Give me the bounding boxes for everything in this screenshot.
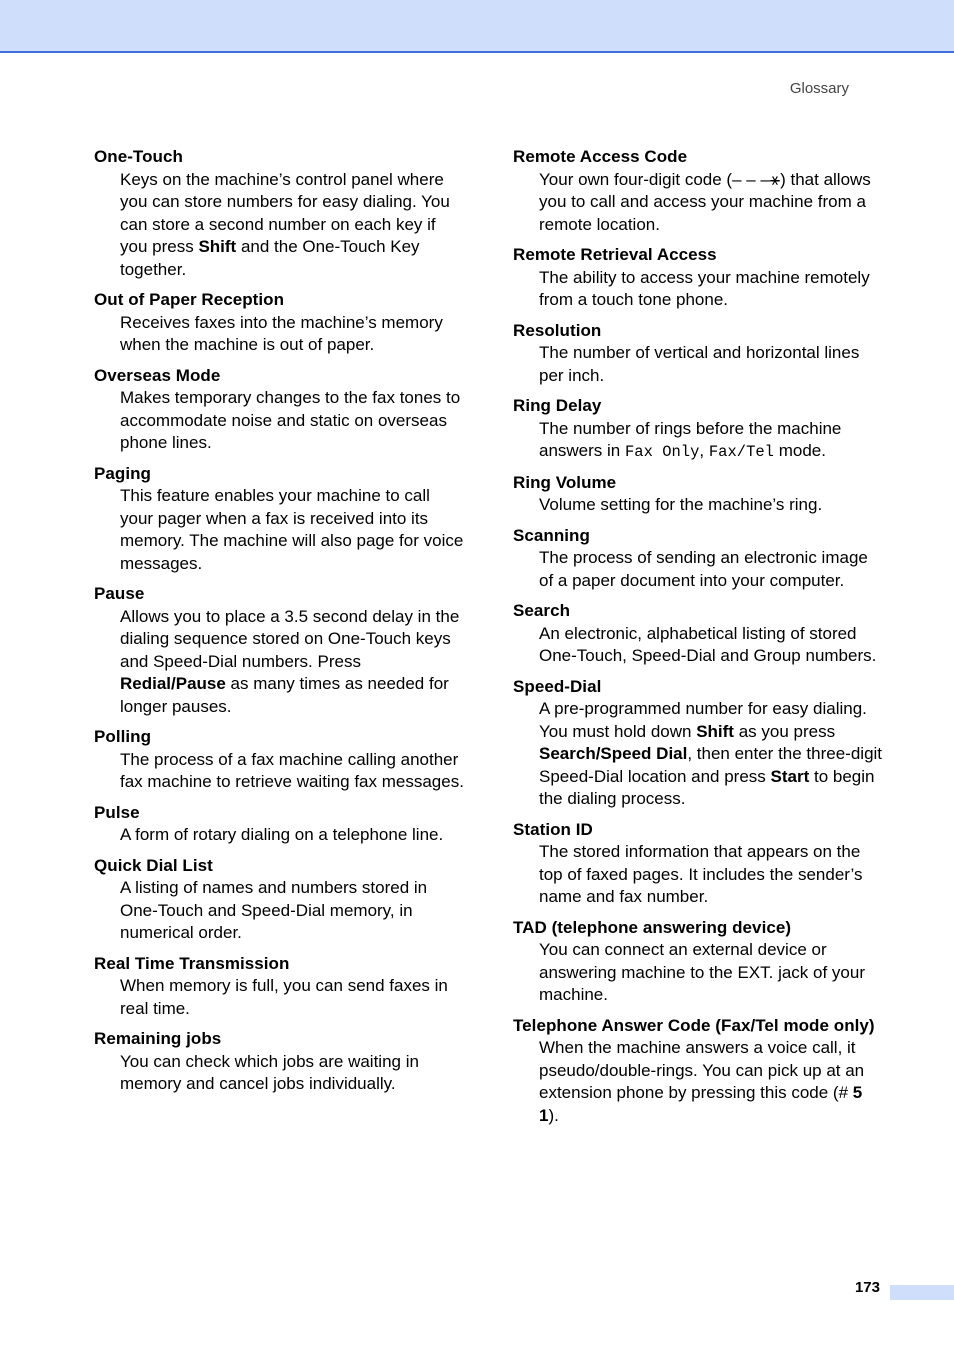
definition-text: , [699, 441, 709, 460]
glossary-definition [120, 749, 466, 794]
glossary-term: Telephone Answer Code (Fax/Tel mode only) [513, 1015, 875, 1035]
glossary-term: Quick Dial List [94, 855, 213, 875]
glossary-definition [120, 975, 466, 1020]
glossary-definition [120, 485, 466, 575]
glossary-definition [539, 1037, 883, 1127]
definition-text: as you press [733, 721, 836, 741]
definition-text: mode. [773, 441, 826, 460]
definition-text: An electronic, alphabetical listing of stored One-Touch, Speed-Dial and Group numbers. [539, 623, 877, 665]
definition-text: The number of vertical and horizontal lines per inch. [539, 343, 860, 385]
glossary-entry [94, 289, 466, 357]
glossary-term: Overseas Mode [94, 365, 221, 385]
glossary-term: Speed-Dial [513, 676, 602, 696]
glossary-entry [94, 726, 466, 794]
glossary-entry [94, 1028, 466, 1096]
glossary-entry [94, 463, 466, 576]
definition-text: The stored information that appears on the top of faxed pages. It includes the sender’s name and fax number. [539, 842, 863, 906]
definition-bold-text: 5 1 [539, 1083, 863, 1125]
glossary-column-left [94, 146, 466, 1104]
definition-text: A pre-programmed number for easy dialing. You must hold down [539, 699, 867, 741]
glossary-term: Polling [94, 727, 152, 746]
glossary-entry [513, 244, 883, 312]
header-band [0, 0, 954, 53]
definition-text: The number of rings before the machine answers in [539, 418, 842, 460]
glossary-entry [94, 953, 466, 1021]
definition-text: You can check which jobs are waiting in memory and cancel jobs individually. [120, 1051, 419, 1093]
definition-text: Receives faxes into the machine’s memory when the machine is out of paper. [120, 312, 443, 354]
page-tab-marker [890, 1285, 954, 1300]
glossary-definition [120, 824, 466, 847]
definition-text: Keys on the machine’s control panel where you can store numbers for easy dialing. You can store a second number on each key if you press [120, 169, 450, 256]
definition-text: The ability to access your machine remotely from a touch tone phone. [539, 267, 870, 309]
glossary-term: Ring Volume [513, 472, 617, 492]
glossary-definition [539, 547, 883, 592]
page-number: 173 [854, 1279, 880, 1296]
glossary-entry [94, 365, 466, 455]
definition-bold-text: Start [770, 766, 810, 786]
definition-text: The process of sending an electronic image of a paper document into your computer. [539, 548, 868, 590]
definition-text: Your own four-digit code (– – –⚹) that allows you to call and access your machine from a remote location. [539, 169, 871, 234]
glossary-term: Search [513, 601, 571, 620]
definition-bold-text: Redial/Pause [120, 674, 226, 693]
definition-text: When memory is full, you can send faxes in real time. [120, 976, 448, 1018]
glossary-entry [513, 819, 883, 909]
glossary-definition [120, 877, 466, 945]
glossary-definition [120, 1051, 466, 1096]
glossary-entry [513, 395, 883, 464]
definition-text: This feature enables your machine to call your pager when a fax is received into its memory. The machine will also page for voice messages. [120, 486, 464, 573]
definition-mono-text: Fax Only [624, 443, 700, 461]
definition-text: When the machine answers a voice call, it pseudo/double-rings. You can pick up at an extension phone by pressing this code (# [539, 1038, 865, 1102]
definition-mono-text: Fax/Tel [708, 443, 774, 461]
glossary-entry [513, 320, 883, 388]
glossary-definition [539, 169, 883, 237]
glossary-definition [120, 387, 466, 455]
glossary-term: Ring Delay [513, 396, 602, 415]
glossary-term: Out of Paper Reception [94, 290, 285, 309]
glossary-term: Pulse [94, 802, 140, 822]
glossary-column-right [513, 146, 883, 1135]
glossary-term: Paging [94, 463, 151, 483]
glossary-definition [539, 418, 883, 464]
glossary-term: TAD (telephone answering device) [513, 917, 792, 937]
glossary-definition [120, 169, 466, 282]
glossary-entry [94, 855, 466, 945]
glossary-definition [539, 698, 883, 811]
glossary-entry [513, 600, 883, 668]
glossary-term: Remote Access Code [513, 147, 688, 166]
glossary-definition [539, 494, 883, 517]
glossary-term: Real Time Transmission [94, 953, 290, 973]
definition-text: ). [548, 1105, 559, 1125]
glossary-definition [120, 606, 466, 719]
glossary-definition [120, 312, 466, 357]
definition-bold-text: Shift [198, 237, 237, 256]
glossary-term: Station ID [513, 819, 593, 839]
definition-text: A form of rotary dialing on a telephone line. [120, 825, 444, 844]
definition-text: The process of a fax machine calling another fax machine to retrieve waiting fax messages. [120, 749, 464, 791]
glossary-term: Remote Retrieval Access [513, 245, 717, 264]
glossary-entry [513, 472, 883, 517]
glossary-entry [94, 583, 466, 718]
definition-bold-text: Shift [696, 721, 734, 741]
glossary-term: One-Touch [94, 147, 183, 166]
glossary-definition [539, 841, 883, 909]
glossary-term: Scanning [513, 525, 590, 545]
glossary-entry [513, 917, 883, 1007]
glossary-entry [513, 525, 883, 593]
glossary-entry [94, 802, 466, 847]
glossary-definition [539, 342, 883, 387]
definition-text: Volume setting for the machine’s ring. [539, 495, 823, 514]
definition-text: Makes temporary changes to the fax tones to accommodate noise and static on overseas phone lines. [120, 388, 461, 452]
glossary-entry [513, 1015, 883, 1128]
section-title: Glossary [789, 80, 849, 97]
glossary-term: Pause [94, 584, 145, 603]
definition-bold-text: Search/Speed Dial [539, 744, 688, 763]
definition-text: to begin the dialing process. [539, 766, 875, 808]
glossary-entry [94, 146, 466, 281]
definition-text: Allows you to place a 3.5 second delay in the dialing sequence stored on One-Touch keys and Speed-Dial numbers. Press [120, 606, 460, 671]
definition-text: as many times as needed for longer pauses. [120, 674, 449, 716]
glossary-definition [539, 939, 883, 1007]
definition-text: , then enter the three-digit Speed-Dial location and press [539, 744, 883, 786]
definition-text: A listing of names and numbers stored in One-Touch and Speed-Dial memory, in numerical order. [120, 878, 428, 942]
glossary-term: Resolution [513, 320, 602, 340]
definition-text: and the One-Touch Key together. [120, 237, 420, 279]
glossary-entry [513, 676, 883, 811]
glossary-definition [539, 267, 883, 312]
glossary-entry [513, 146, 883, 236]
glossary-definition [539, 623, 883, 668]
definition-text: You can connect an external device or answering machine to the EXT. jack of your machine. [539, 940, 865, 1004]
glossary-term: Remaining jobs [94, 1029, 222, 1048]
